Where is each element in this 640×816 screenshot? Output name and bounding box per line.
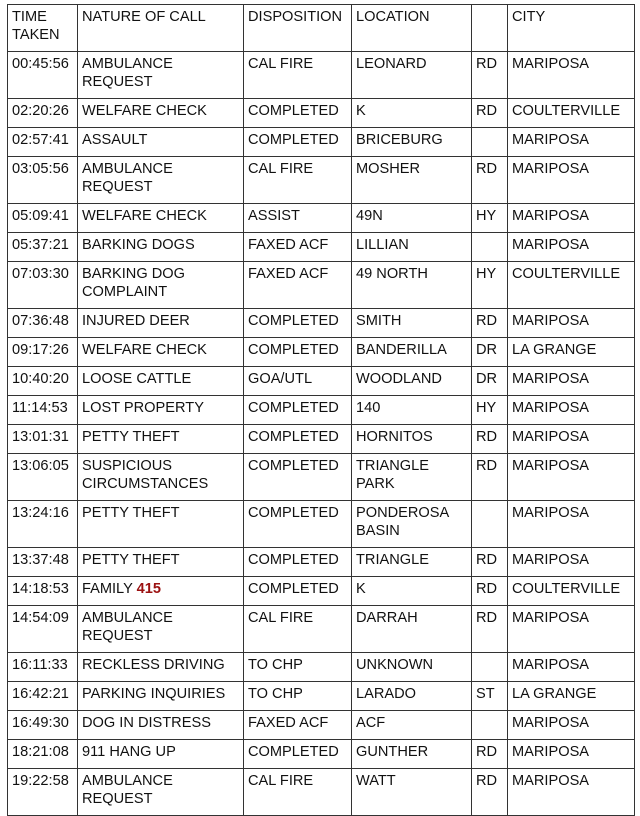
table-row: [8, 606, 635, 653]
cell-suffix: [472, 711, 508, 740]
cell-time: [8, 682, 78, 711]
cell-disposition-text: GOA/UTL: [248, 371, 313, 387]
cell-disposition: [244, 157, 352, 204]
cell-time-text: 09:17:26: [12, 342, 69, 358]
cell-city: [508, 233, 635, 262]
cell-disposition-text: CAL FIRE: [248, 161, 314, 177]
table-row: [8, 577, 635, 606]
cell-nature: [78, 99, 244, 128]
cell-suffix: [472, 52, 508, 99]
cell-location-text: K: [356, 103, 366, 119]
cell-nature-text: 911 HANG UP: [82, 744, 176, 760]
cell-nature-text: PETTY THEFT: [82, 429, 180, 445]
header-city: CITY: [508, 5, 635, 52]
cell-disposition: [244, 577, 352, 606]
cell-nature: [78, 52, 244, 99]
cell-city: [508, 682, 635, 711]
cell-disposition: [244, 711, 352, 740]
cell-suffix: [472, 367, 508, 396]
cell-nature: [78, 425, 244, 454]
cell-city-text: MARIPOSA: [512, 371, 590, 387]
cell-time-text: 05:37:21: [12, 237, 69, 253]
cell-location: [352, 128, 472, 157]
cell-time-text: 13:06:05: [12, 458, 69, 474]
table-row: [8, 682, 635, 711]
cell-nature-text: DOG IN DISTRESS: [82, 715, 211, 731]
cell-nature-text: PETTY THEFT: [82, 552, 180, 568]
cell-disposition-text: COMPLETED: [248, 552, 339, 568]
cell-city-text: MARIPOSA: [512, 132, 590, 148]
cell-suffix: [472, 606, 508, 653]
cell-location: [352, 99, 472, 128]
cell-suffix: [472, 233, 508, 262]
cell-disposition: [244, 682, 352, 711]
cell-time: [8, 577, 78, 606]
cell-time-text: 07:03:30: [12, 266, 69, 282]
cell-city-text: MARIPOSA: [512, 552, 590, 568]
cell-city: [508, 338, 635, 367]
cell-location: [352, 711, 472, 740]
cell-disposition: [244, 367, 352, 396]
table-row: [8, 711, 635, 740]
cell-location-text: LILLIAN: [356, 237, 409, 253]
cell-suffix-text: RD: [476, 610, 498, 626]
cell-nature: [78, 501, 244, 548]
cell-nature-text: WELFARE CHECK: [82, 103, 207, 119]
table-row: [8, 262, 635, 309]
cell-location: [352, 52, 472, 99]
cell-disposition: [244, 338, 352, 367]
cell-disposition: [244, 262, 352, 309]
cell-location-text: UNKNOWN: [356, 657, 434, 673]
cell-time-text: 05:09:41: [12, 208, 69, 224]
cell-time-text: 13:01:31: [12, 429, 69, 445]
cell-disposition: [244, 99, 352, 128]
cell-nature-text: LOOSE CATTLE: [82, 371, 192, 387]
cell-time: [8, 501, 78, 548]
cell-nature-text: PARKING INQUIRIES: [82, 686, 226, 702]
cell-time: [8, 99, 78, 128]
cell-city: [508, 454, 635, 501]
cell-location-text: TRIANGLE PARK: [356, 458, 429, 492]
cell-disposition-text: COMPLETED: [248, 132, 339, 148]
cell-nature: [78, 338, 244, 367]
cell-time: [8, 454, 78, 501]
cell-suffix-text: RD: [476, 581, 498, 597]
cell-time: [8, 157, 78, 204]
cell-nature: [78, 548, 244, 577]
cell-nature-text: BARKING DOG COMPLAINT: [82, 266, 185, 300]
header-nature: NATURE OF CALL: [78, 5, 244, 52]
cell-location-text: HORNITOS: [356, 429, 433, 445]
cell-city-text: MARIPOSA: [512, 161, 590, 177]
cell-suffix-text: HY: [476, 266, 497, 282]
cell-location: [352, 262, 472, 309]
cell-disposition: [244, 454, 352, 501]
cell-time: [8, 338, 78, 367]
cell-location: [352, 454, 472, 501]
cell-time-text: 02:57:41: [12, 132, 69, 148]
cell-suffix-text: RD: [476, 773, 498, 789]
cell-city: [508, 396, 635, 425]
cell-location-text: BANDERILLA: [356, 342, 447, 358]
cell-city-text: LA GRANGE: [512, 686, 597, 702]
cell-disposition: [244, 204, 352, 233]
cell-suffix-text: RD: [476, 744, 498, 760]
cell-suffix: [472, 338, 508, 367]
cell-time-text: 07:36:48: [12, 313, 69, 329]
cell-suffix: [472, 577, 508, 606]
cell-city-text: MARIPOSA: [512, 458, 590, 474]
cell-nature-text: PETTY THEFT: [82, 505, 180, 521]
cell-location: [352, 740, 472, 769]
cell-nature-text: ASSAULT: [82, 132, 148, 148]
cell-location: [352, 769, 472, 816]
cell-time: [8, 425, 78, 454]
cell-city: [508, 577, 635, 606]
cell-suffix: [472, 682, 508, 711]
cell-disposition-text: COMPLETED: [248, 458, 339, 474]
cell-location: [352, 396, 472, 425]
cell-suffix: [472, 396, 508, 425]
cell-location: [352, 548, 472, 577]
cell-suffix: [472, 653, 508, 682]
cell-time-text: 16:42:21: [12, 686, 69, 702]
cell-suffix: [472, 309, 508, 338]
cell-suffix: [472, 548, 508, 577]
cell-disposition: [244, 52, 352, 99]
cell-city: [508, 425, 635, 454]
cell-location: [352, 367, 472, 396]
cell-nature-text: SUSPICIOUS CIRCUMSTANCES: [82, 458, 209, 492]
cell-time: [8, 548, 78, 577]
cell-time-text: 16:11:33: [12, 657, 68, 673]
cell-city: [508, 367, 635, 396]
cell-city: [508, 606, 635, 653]
cell-disposition-text: COMPLETED: [248, 400, 339, 416]
cell-disposition: [244, 501, 352, 548]
cell-suffix-text: RD: [476, 161, 498, 177]
table-row: [8, 309, 635, 338]
cell-city-text: LA GRANGE: [512, 342, 597, 358]
cell-nature: [78, 367, 244, 396]
cell-disposition-text: ASSIST: [248, 208, 300, 224]
cell-disposition-text: COMPLETED: [248, 581, 339, 597]
cell-disposition: [244, 309, 352, 338]
cell-nature: [78, 309, 244, 338]
cell-city: [508, 501, 635, 548]
cell-suffix-text: RD: [476, 103, 498, 119]
cell-city-text: COULTERVILLE: [512, 103, 621, 119]
cell-suffix-text: RD: [476, 56, 498, 72]
call-log-body: [8, 5, 635, 816]
cell-time-text: 10:40:20: [12, 371, 69, 387]
cell-location-text: WATT: [356, 773, 396, 789]
cell-location-text: DARRAH: [356, 610, 418, 626]
cell-disposition-text: FAXED ACF: [248, 266, 329, 282]
cell-city-text: MARIPOSA: [512, 56, 590, 72]
cell-time-text: 14:54:09: [12, 610, 69, 626]
cell-city-text: COULTERVILLE: [512, 266, 621, 282]
cell-time: [8, 396, 78, 425]
table-row: [8, 548, 635, 577]
cell-disposition-text: CAL FIRE: [248, 773, 314, 789]
cell-time: [8, 233, 78, 262]
cell-city-text: MARIPOSA: [512, 773, 590, 789]
cell-suffix-text: ST: [476, 686, 495, 702]
cell-time: [8, 128, 78, 157]
cell-nature: [78, 606, 244, 653]
cell-city: [508, 548, 635, 577]
cell-nature-text: RECKLESS DRIVING: [82, 657, 225, 673]
cell-city: [508, 653, 635, 682]
cell-city-text: MARIPOSA: [512, 429, 590, 445]
cell-suffix: [472, 128, 508, 157]
cell-disposition-text: COMPLETED: [248, 342, 339, 358]
cell-disposition-text: COMPLETED: [248, 313, 339, 329]
cell-location: [352, 501, 472, 548]
cell-nature: [78, 233, 244, 262]
table-row: [8, 425, 635, 454]
cell-time-text: 00:45:56: [12, 56, 69, 72]
call-log-table: [7, 4, 635, 816]
cell-suffix-text: HY: [476, 208, 497, 224]
cell-time: [8, 711, 78, 740]
cell-location-text: TRIANGLE: [356, 552, 429, 568]
table-row: [8, 204, 635, 233]
cell-nature-text: FAMILY: [82, 581, 133, 597]
cell-suffix-text: RD: [476, 313, 498, 329]
cell-city: [508, 204, 635, 233]
cell-suffix-text: DR: [476, 342, 498, 358]
cell-time: [8, 606, 78, 653]
cell-suffix: [472, 740, 508, 769]
cell-time: [8, 52, 78, 99]
cell-time: [8, 653, 78, 682]
cell-location-text: 49 NORTH: [356, 266, 428, 282]
cell-city-text: MARIPOSA: [512, 610, 590, 626]
cell-disposition-text: CAL FIRE: [248, 56, 314, 72]
cell-time: [8, 204, 78, 233]
cell-location-text: MOSHER: [356, 161, 421, 177]
cell-disposition: [244, 128, 352, 157]
cell-city-text: MARIPOSA: [512, 657, 590, 673]
cell-location-text: SMITH: [356, 313, 402, 329]
cell-disposition: [244, 740, 352, 769]
cell-city-text: MARIPOSA: [512, 505, 590, 521]
cell-city-text: MARIPOSA: [512, 237, 590, 253]
cell-location: [352, 577, 472, 606]
cell-disposition: [244, 653, 352, 682]
cell-suffix: [472, 454, 508, 501]
cell-nature-text: WELFARE CHECK: [82, 342, 207, 358]
cell-location: [352, 204, 472, 233]
cell-suffix-text: RD: [476, 429, 498, 445]
cell-time: [8, 740, 78, 769]
header-disposition: DISPOSITION: [244, 5, 352, 52]
cell-location-text: WOODLAND: [356, 371, 442, 387]
cell-location-text: 49N: [356, 208, 383, 224]
header-time: TIME TAKEN: [8, 5, 78, 52]
cell-location: [352, 682, 472, 711]
cell-disposition-text: FAXED ACF: [248, 715, 329, 731]
cell-suffix-text: RD: [476, 552, 498, 568]
cell-time-text: 19:22:58: [12, 773, 69, 789]
cell-disposition-text: FAXED ACF: [248, 237, 329, 253]
table-row: [8, 367, 635, 396]
cell-nature-text: BARKING DOGS: [82, 237, 195, 253]
cell-disposition: [244, 548, 352, 577]
cell-city: [508, 740, 635, 769]
cell-location: [352, 338, 472, 367]
cell-nature: [78, 396, 244, 425]
cell-location-text: GUNTHER: [356, 744, 429, 760]
cell-nature-text: AMBULANCE REQUEST: [82, 56, 173, 90]
cell-disposition-text: COMPLETED: [248, 505, 339, 521]
cell-disposition-text: TO CHP: [248, 686, 303, 702]
cell-city: [508, 52, 635, 99]
cell-city-text: MARIPOSA: [512, 313, 590, 329]
cell-location: [352, 425, 472, 454]
cell-location: [352, 653, 472, 682]
cell-nature: [78, 128, 244, 157]
cell-location: [352, 309, 472, 338]
cell-location-text: BRICEBURG: [356, 132, 443, 148]
cell-city: [508, 128, 635, 157]
cell-disposition: [244, 606, 352, 653]
cell-location-text: PONDEROSA BASIN: [356, 505, 449, 539]
cell-time-text: 03:05:56: [12, 161, 69, 177]
cell-time-text: 16:49:30: [12, 715, 69, 731]
cell-city: [508, 309, 635, 338]
cell-suffix: [472, 769, 508, 816]
cell-disposition: [244, 769, 352, 816]
table-row: [8, 454, 635, 501]
cell-suffix: [472, 204, 508, 233]
cell-suffix-text: DR: [476, 371, 498, 387]
cell-disposition-text: CAL FIRE: [248, 610, 314, 626]
cell-nature: [78, 711, 244, 740]
cell-suffix: [472, 501, 508, 548]
cell-disposition: [244, 425, 352, 454]
cell-city: [508, 262, 635, 309]
cell-location-text: 140: [356, 400, 381, 416]
cell-location: [352, 233, 472, 262]
cell-nature-text: WELFARE CHECK: [82, 208, 207, 224]
cell-city: [508, 99, 635, 128]
cell-time-text: 14:18:53: [12, 581, 69, 597]
cell-city-text: MARIPOSA: [512, 744, 590, 760]
cell-nature-text: INJURED DEER: [82, 313, 190, 329]
table-row: [8, 128, 635, 157]
cell-city-text: COULTERVILLE: [512, 581, 621, 597]
table-row: [8, 99, 635, 128]
table-row: [8, 769, 635, 816]
cell-time-text: 02:20:26: [12, 103, 69, 119]
cell-nature: [78, 740, 244, 769]
cell-city-text: MARIPOSA: [512, 715, 590, 731]
cell-time-text: 11:14:53: [12, 400, 68, 416]
cell-city-text: MARIPOSA: [512, 400, 590, 416]
table-row: [8, 233, 635, 262]
header-suffix: [472, 5, 508, 52]
cell-nature: [78, 454, 244, 501]
cell-nature: [78, 682, 244, 711]
cell-time: [8, 262, 78, 309]
cell-suffix-text: HY: [476, 400, 497, 416]
cell-nature: [78, 653, 244, 682]
cell-nature: [78, 262, 244, 309]
cell-nature-text: AMBULANCE REQUEST: [82, 161, 173, 195]
cell-suffix: [472, 262, 508, 309]
highlight-code: 415: [136, 581, 161, 597]
header-location: LOCATION: [352, 5, 472, 52]
cell-disposition-text: COMPLETED: [248, 103, 339, 119]
cell-time: [8, 367, 78, 396]
cell-nature-text: AMBULANCE REQUEST: [82, 773, 173, 807]
cell-suffix: [472, 99, 508, 128]
cell-suffix: [472, 157, 508, 204]
table-row: [8, 396, 635, 425]
cell-time-text: 13:24:16: [12, 505, 69, 521]
cell-disposition-text: COMPLETED: [248, 429, 339, 445]
cell-disposition: [244, 233, 352, 262]
cell-disposition-text: TO CHP: [248, 657, 303, 673]
table-row: [8, 157, 635, 204]
cell-location-text: LARADO: [356, 686, 417, 702]
cell-suffix: [472, 425, 508, 454]
cell-city: [508, 711, 635, 740]
cell-nature: [78, 204, 244, 233]
cell-location-text: LEONARD: [356, 56, 427, 72]
table-row: [8, 653, 635, 682]
table-row: [8, 338, 635, 367]
table-row: [8, 740, 635, 769]
cell-time: [8, 769, 78, 816]
cell-nature-text: AMBULANCE REQUEST: [82, 610, 173, 644]
cell-nature-text: LOST PROPERTY: [82, 400, 204, 416]
table-row: [8, 501, 635, 548]
cell-location: [352, 606, 472, 653]
cell-city: [508, 769, 635, 816]
cell-nature: [78, 157, 244, 204]
cell-disposition-text: COMPLETED: [248, 744, 339, 760]
cell-disposition: [244, 396, 352, 425]
cell-time-text: 18:21:08: [12, 744, 69, 760]
cell-time: [8, 309, 78, 338]
table-row: [8, 52, 635, 99]
cell-time-text: 13:37:48: [12, 552, 69, 568]
cell-location: [352, 157, 472, 204]
header-row: [8, 5, 635, 52]
cell-suffix-text: RD: [476, 458, 498, 474]
cell-location-text: K: [356, 581, 366, 597]
cell-nature: [78, 769, 244, 816]
cell-nature: [78, 577, 244, 606]
cell-city-text: MARIPOSA: [512, 208, 590, 224]
cell-city: [508, 157, 635, 204]
cell-location-text: ACF: [356, 715, 386, 731]
